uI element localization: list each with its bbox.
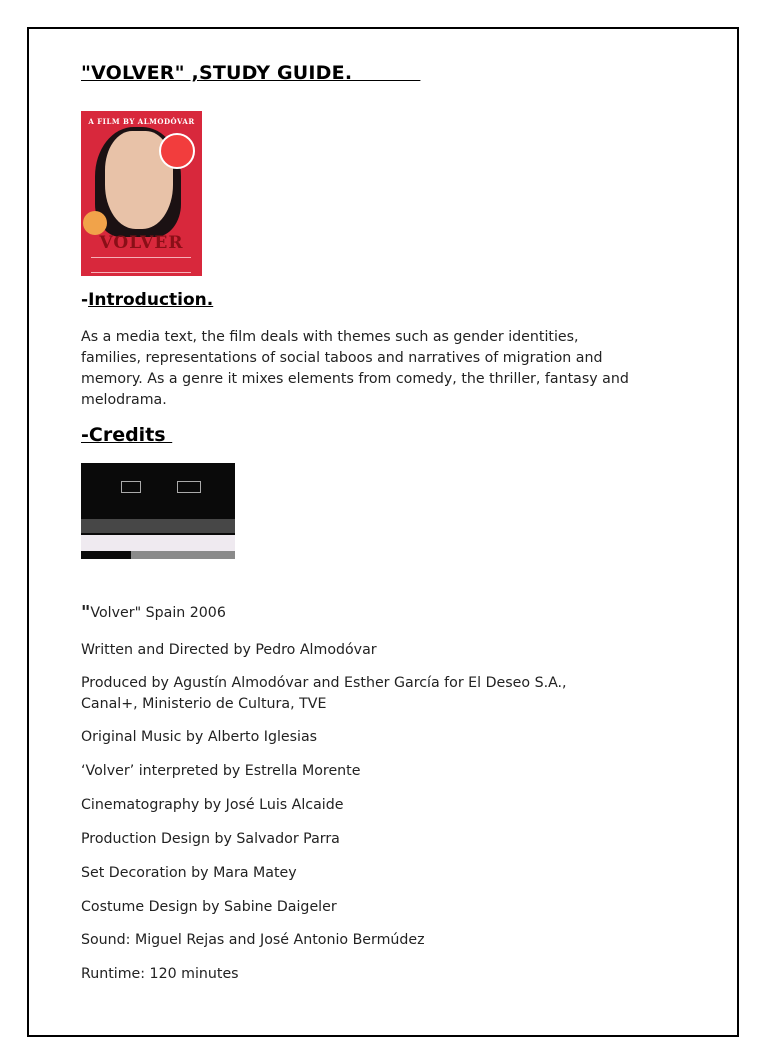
still-bar [131, 551, 235, 559]
credit-line: Produced by Agustín Almodóvar and Esther García for El Deseo S.A., [81, 675, 567, 691]
film-poster-image [81, 111, 202, 276]
credit-line: Cinematography by José Luis Alcaide [81, 797, 344, 813]
studio-logo-icon [177, 481, 201, 493]
credit-line: ‘Volver’ interpreted by Estrella Morente [81, 763, 361, 779]
credit-title-line [81, 602, 226, 624]
credit-line: Production Design by Salvador Parra [81, 831, 340, 847]
credit-line: Set Decoration by Mara Matey [81, 865, 297, 881]
credit-title-text: Volver" Spain 2006 [90, 605, 226, 621]
introduction-paragraph: As a media text, the film deals with themes such as gender identities, families, representations of social taboos and narratives of migration and memory. As a genre it mixes elements from comedy, the thriller, fantasy and melodrama. [81, 329, 629, 408]
credit-line: Original Music by Alberto Iglesias [81, 729, 318, 745]
still-bottom [81, 535, 235, 551]
introduction-heading [81, 290, 213, 310]
credit-line: Runtime: 120 minutes [81, 966, 239, 982]
credit-line: Canal+, Ministerio de Cultura, TVE [81, 696, 327, 712]
poster-flower-icon [159, 133, 195, 169]
studio-logo-icon [121, 481, 141, 493]
still-band [81, 519, 235, 533]
credit-line: Written and Directed by Pedro Almodóvar [81, 642, 377, 658]
open-quote: " [81, 602, 91, 623]
film-still-image [81, 463, 235, 559]
credits-heading: -Credits [81, 424, 173, 446]
credit-line: Costume Design by Sabine Daigeler [81, 899, 337, 915]
poster-tagline: A FILM BY ALMODÓVAR [88, 117, 195, 126]
credit-line: Sound: Miguel Rejas and José Antonio Bermúdez [81, 932, 425, 948]
poster-fine-print [91, 257, 191, 273]
heading-dash: - [81, 290, 89, 310]
poster-title: VOLVER [99, 233, 184, 253]
introduction-heading-text: Introduction. [88, 290, 214, 310]
poster-flower-icon [83, 211, 107, 235]
page-title: "VOLVER" ,STUDY GUIDE. [81, 62, 421, 84]
